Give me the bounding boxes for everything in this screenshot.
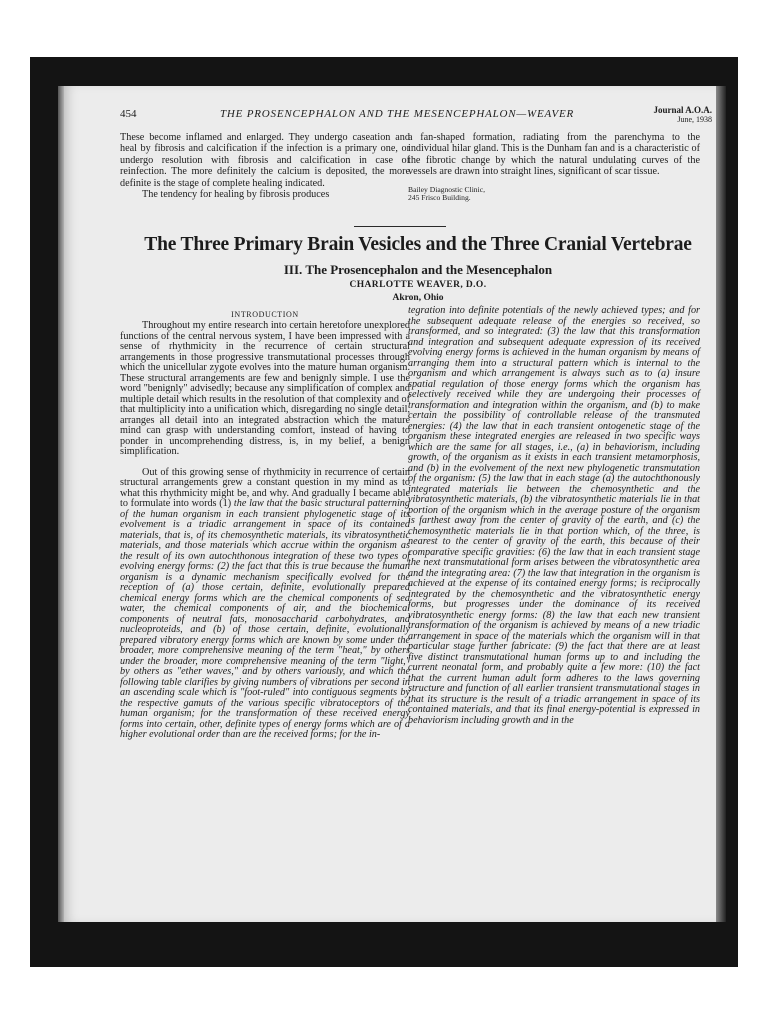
affiliation-line: 245 Frisco Building. — [408, 193, 471, 203]
running-title: THE PROSENCEPHALON AND THE MESENCEPHALON—WEAVER — [220, 108, 575, 120]
article-right-column — [408, 306, 700, 726]
article-title: The Three Primary Brain Vesicles and the Three Cranial Vertebrae — [144, 234, 692, 255]
article-subtitle: III. The Prosencephalon and the Mesencephalon — [283, 262, 553, 277]
running-head — [120, 106, 716, 128]
author-location: Akron, Ohio — [392, 293, 444, 303]
document-page — [64, 86, 716, 922]
paragraph-roman-text: Out of this growing sense of rhythmicity in recurrence of certain structural arrangements grew a constant question in my mind as to what this rhythmicity might be, and why. And gradually I became able to formulate into words (1) — [120, 466, 410, 509]
paragraph-italic-text: the law that the basic structural patterning of the human organism in each transient phylogenetic stage of its evolvement is a triadic arrangement in space of its contained materials, that is, of its chemosynthetic materials, its vibratosynthetic materials, and those materials which accrue within the organism as the result of its own autochthonous integration of these two types of evolving energy forms: (2) the fact that this is true because the human organism is a dynamic mechanism specifically evolved for the reception of (a) those certain, definite, evolutionally prepared chemical energy forms which are the chemical components of sea water, the chemical components of air, and the biochemical components of neutral fats, monosaccharid carbohydrates, and nucleoproteids, and (b) of those certain, definite, evolutionally prepared vibratory energy forms which are known by some under the broader, more comprehensive meaning of the term "heat," by others under the broader, more comprehensive meaning of the term "light," by others as "ether waves," and by others variously, and which the following table clarifies by giving numbers of vibrations per second in an ascending scale which is "foot-ruled" into contiguous segments by the respective gamuts of the various specific vibratoceptors of the human organism; for the transformation of these received energy forms into certain, other, definite types of energy forms which are of a higher evolutional order than are the received forms; for the in- — [120, 498, 410, 740]
article-paragraph: tegration into definite potentials of the newly achieved types; and for the subsequent adequate release of the energies so received, so transformed, and so integrated: (3) the law that this transformation and integration and subsequent adequate expression of its received evolving energy forms is achieved in the human organism by means of arranging them into a structural pattern which is internal to the organism and which arrangement is always such as to (a) insure spatial regulation of those energy forms which the organism has selectively received while they are undergoing their processes of transformation and integration within the organism, and (b) to make certain the possibility of controllable release of the transmuted energies: (4) the law that in each transient ontogenetic stage of the organism these integrated energies are released in two specific ways which are the same for all stages, i.e., (a) in behaviorism, including growth, of the organism as it exists in each transient metamorphosis, and (b) in the evolvement of the next new phylogenetic transmutation of the organism: (5) the law that in each stage (a) the autochthonously integrated materials lie between the chemosynthetic and the vibratosynthetic materials, (b) the vibratosynthetic materials lie in that portion of the organism which in the average posture of the organism is farthest away from the center of gravity of the earth, and (c) the chemosynthetic materials lie in that portion which, of the three, is nearest to the center of gravity of the earth, this because of their comparative specific gravities: (6) the law that in each transient stage the next transmutational form arises between the vibratosynthetic area and the integrating area: (7) the law that integration in the organism is achieved at the expense of its contained energy forms; is reciprocally integrated by the chemosynthetic and the vibratosynthetic energy forms, but progresses under the dominance of its received vibratosynthetic energy forms: (8) the law that each new transient transformation of the organism is achieved by means of a new triadic arrangement in space of the materials which the organism will in that particular stage further fabricate: (9) the fact that there are at least five distinct transmutational human forms up to and including the current neonatal form, and probably quite a few more: (10) the fact that the current human adult form adheres to the laws governing structure and function of all earlier transient transmutational stages in that its structure is the result of a triadic arrangement in space of its contained materials, and that its final energy-potential is expressed in behaviorism including growth and in the — [408, 305, 700, 726]
article-divider — [354, 226, 446, 227]
page-edge — [716, 86, 726, 922]
section-heading: INTRODUCTION — [231, 310, 299, 319]
author-affiliation — [408, 186, 700, 203]
article-paragraph: Throughout my entire research into certain heretofore unexplored functions of the central nervous system, I have been impressed with a sense of rhythmicity in the recurrence of certain structural arrangements in those progressive transmutational processes through which the unicellular zygote evolves into the mature human organism. These structural arrangements are few and benignly simple. I use the word "benignly" advisedly; because any simplification of complex and multiple detail which results in the resolution of that complexity and of that multiplicity into a unification which, disregarding no single detail, arranges all detail into an integrated abstraction which the mature mind can grasp with understanding comfort, instead of having to ponder in uncomprehending distress, is, in my belief, a benign simplification. — [120, 320, 411, 457]
previous-article-right-column — [408, 132, 700, 203]
journal-name: Journal A.O.A. — [653, 105, 712, 115]
previous-article-paragraph: The tendency for healing by fibrosis produces — [142, 189, 330, 201]
previous-article-paragraph: a fan-shaped formation, radiating from the parenchyma to the individual hilar gland. This is the Dunham fan and is a characteristic of the fibrotic change by which the natural undulating curves of the vessels are drawn into straight lines, significant of scar tissue. — [408, 132, 700, 178]
journal-reference — [653, 106, 712, 124]
previous-article-paragraph: These become inflamed and enlarged. They undergo caseation and heal by fibrosis and calcification if the infection is a primary one, or undergo resolution with fibrosis and calcification in case of reinfection. The more definitely the calcium is deposited, the more definite is the stage of complete healing indicated. — [120, 132, 410, 189]
author-name: CHARLOTTE WEAVER, D.O. — [349, 280, 487, 290]
previous-article-left-column — [120, 132, 410, 200]
affiliation-line: Bailey Diagnostic Clinic, — [408, 184, 485, 194]
page-number: 454 — [120, 108, 137, 120]
journal-date: June, 1938 — [677, 115, 712, 124]
article-left-column — [120, 321, 410, 741]
article-paragraph — [120, 468, 410, 741]
